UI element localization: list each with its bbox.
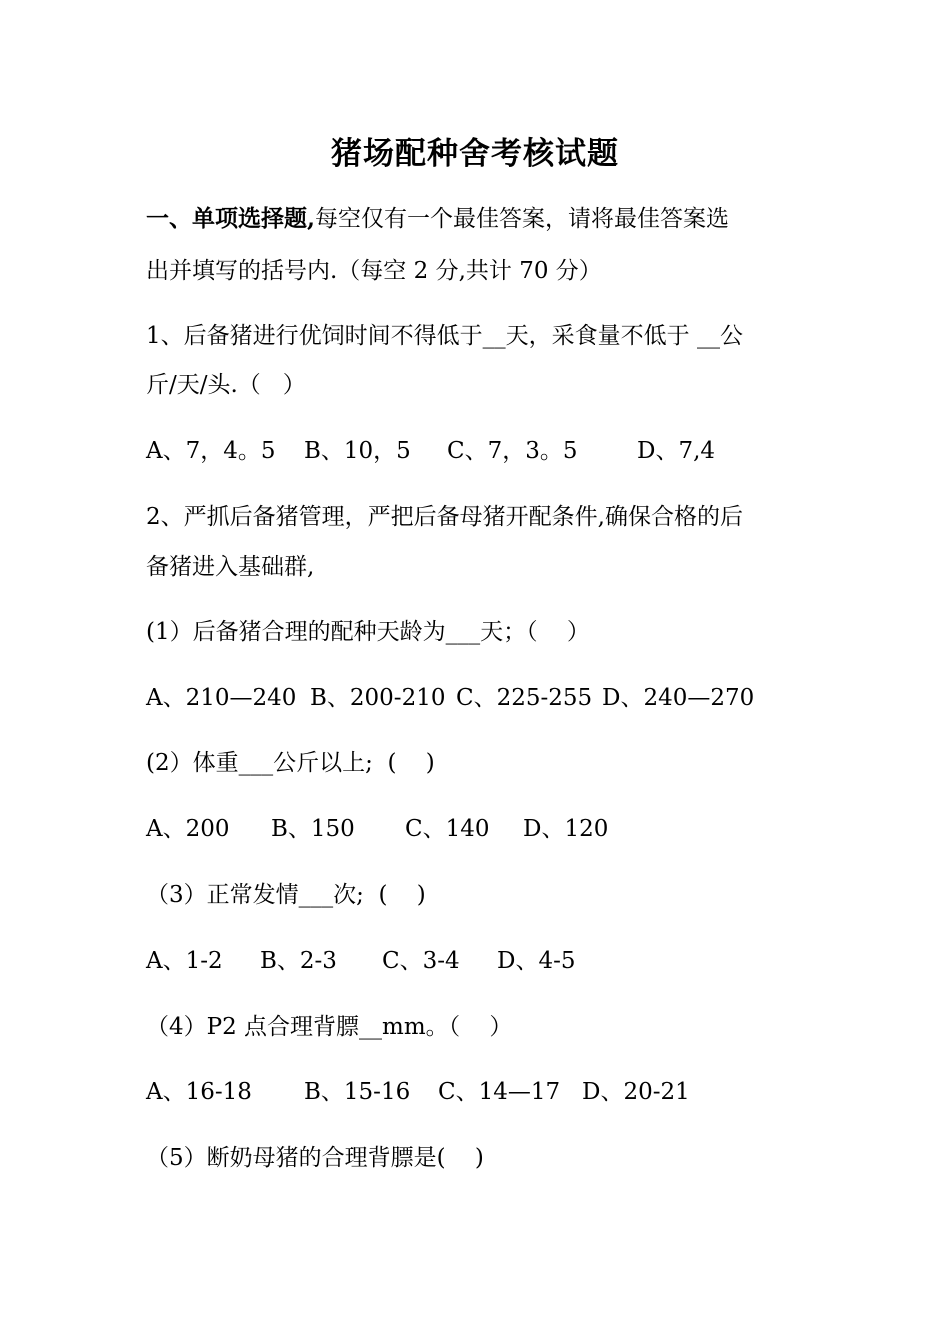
page-title: 猪场配种舍考核试题 [331, 136, 619, 172]
q1-option-c: C、7，3。5 [447, 438, 578, 464]
q2-4-option-c: C、14—17 [438, 1079, 561, 1105]
question-1-line-2: 斤/天/头.（ ） [146, 372, 306, 398]
question-2-2-options [146, 814, 608, 844]
q2-1-option-c: C、225-255 [456, 685, 593, 711]
q2-2-option-c: C、140 [405, 816, 490, 842]
q2-3-option-c: C、3-4 [382, 948, 460, 974]
question-1-line-1: 1、后备猪进行优饲时间不得低于__天，采食量不低于 __公 [146, 323, 743, 349]
question-2-line-2: 备猪进入基础群, [146, 554, 315, 580]
q2-4-option-a: A、16-18 [146, 1079, 252, 1105]
q2-1-option-b: B、200-210 [310, 685, 446, 711]
question-2-line-1: 2、严抓后备猪管理，严把后备母猪开配条件,确保合格的后 [146, 504, 743, 530]
question-2-1-options [146, 683, 754, 713]
q1-option-a: A、7，4。5 [146, 438, 276, 464]
question-2-4-options [146, 1077, 690, 1107]
section-heading: 一、单项选择题, [146, 205, 316, 232]
q2-4-option-d: D、20-21 [582, 1079, 690, 1105]
q2-2-option-a: A、200 [146, 816, 230, 842]
question-2-3-stem: （3）正常发情___次; ( ) [146, 882, 426, 908]
q2-4-option-b: B、15-16 [304, 1079, 411, 1105]
q2-3-option-a: A、1-2 [146, 948, 223, 974]
section-intro-text: 每空仅有一个最佳答案，请将最佳答案选 [315, 206, 730, 232]
q2-2-option-b: B、150 [271, 816, 355, 842]
section-intro-line-1 [146, 204, 729, 234]
question-2-2-stem: (2）体重___公斤以上; ( ) [146, 750, 435, 776]
question-2-4-stem: （4）P2 点合理背膘__mm。（ ） [146, 1014, 513, 1040]
q2-1-option-d: D、240—270 [602, 685, 755, 711]
question-2-5-stem: （5）断奶母猪的合理背膘是( ) [146, 1145, 484, 1171]
q1-option-b: B、10，5 [304, 438, 411, 464]
q2-2-option-d: D、120 [523, 816, 609, 842]
question-2-3-options [146, 946, 575, 976]
q2-3-option-b: B、2-3 [260, 948, 337, 974]
question-1-options [146, 436, 715, 466]
q1-option-d: D、7,4 [637, 438, 716, 464]
question-2-1-stem: (1）后备猪合理的配种天龄为___天；（ ） [146, 619, 590, 645]
q2-1-option-a: A、210—240 [146, 685, 297, 711]
section-intro-line-2: 出并填写的括号内.（每空 2 分,共计 70 分） [146, 258, 602, 284]
q2-3-option-d: D、4-5 [497, 948, 576, 974]
